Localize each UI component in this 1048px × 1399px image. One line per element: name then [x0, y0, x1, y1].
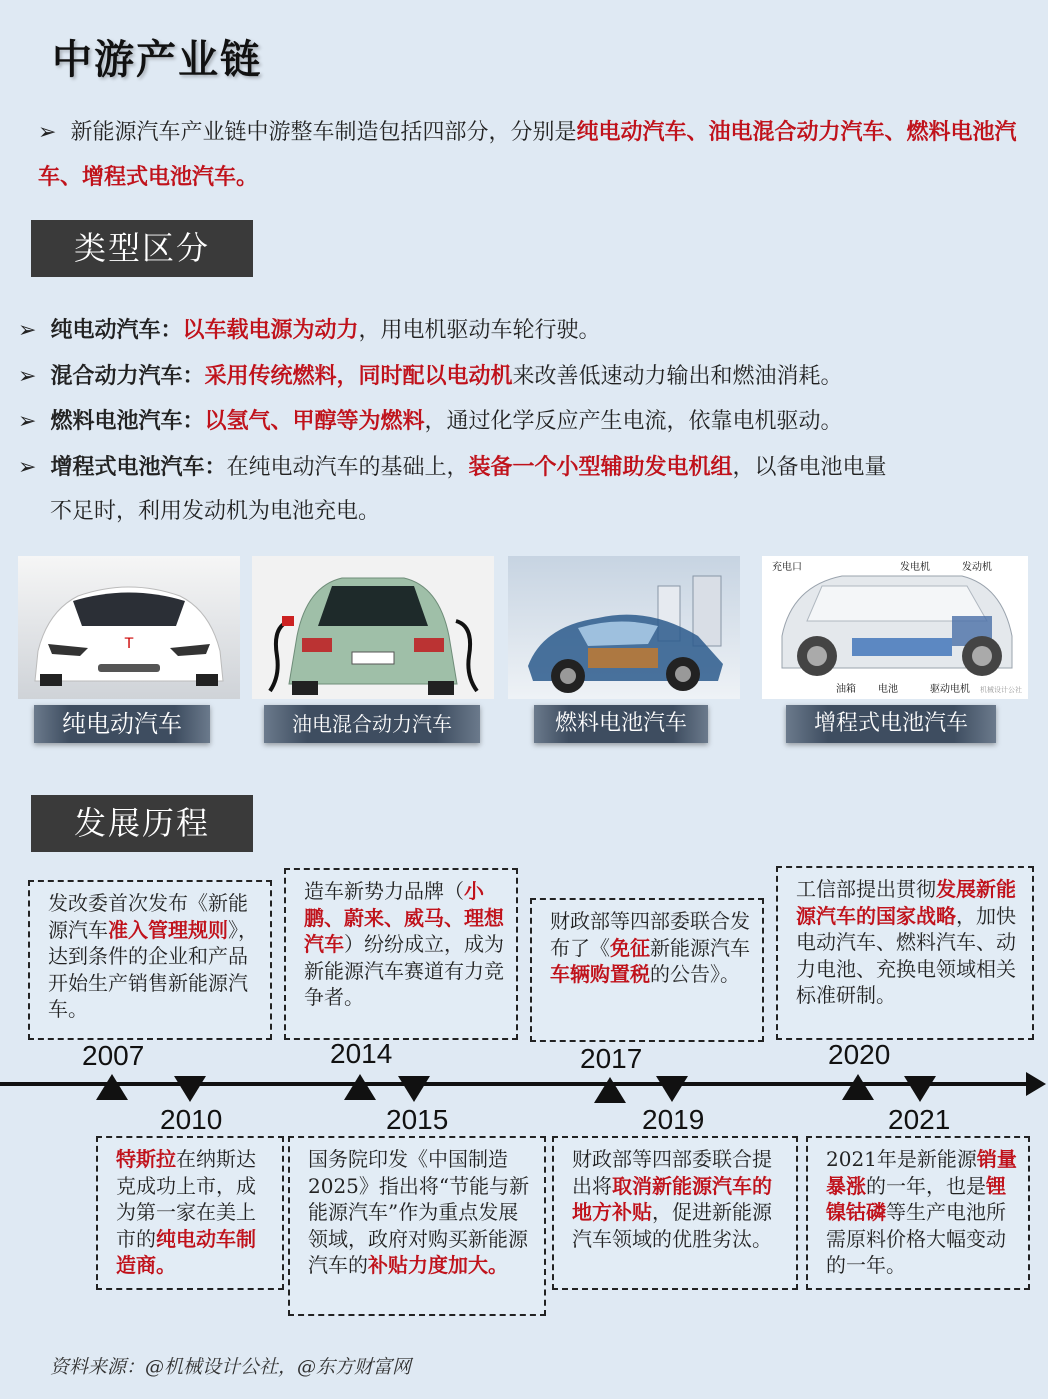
arrow-bullet-icon: ➢ — [18, 318, 37, 343]
type-highlight: 以氢气、甲醇等为燃料 — [204, 408, 425, 434]
marker-up-icon — [344, 1074, 376, 1100]
intro-paragraph — [38, 110, 1018, 200]
arrow-bullet-icon: ➢ — [18, 409, 37, 434]
event-text: 2021年是新能源 — [826, 1147, 977, 1171]
photo-hybrid-car — [252, 556, 494, 699]
event-text: 在纳斯达克成功上市，成为第一家在美上市的 — [116, 1147, 256, 1251]
year-label: 2019 — [642, 1104, 705, 1135]
arrow-bullet-icon: ➢ — [38, 120, 57, 145]
timeline-arrow-icon — [1026, 1072, 1046, 1096]
type-text: ，通过化学反应产生电流，依靠电机驱动。 — [424, 409, 843, 434]
event-text: 财政部等四部委联合发布了《 — [550, 909, 750, 960]
type-item-continuation — [18, 490, 1018, 535]
type-list — [18, 308, 1018, 535]
year-label: 2010 — [160, 1104, 223, 1135]
caption-hybrid: 油电混合动力汽车 — [264, 705, 480, 743]
type-item — [18, 399, 1018, 445]
event-text: 造车新势力品牌（ — [304, 879, 464, 903]
event-text: 的一年，也是 — [866, 1173, 986, 1198]
photo-bev-car — [18, 556, 240, 699]
marker-up-icon — [842, 1074, 874, 1100]
type-text: ，用电机驱动车轮行驶。 — [358, 318, 601, 343]
type-highlight: 装备一个小型辅助发电机组 — [468, 453, 733, 480]
arrow-bullet-icon: ➢ — [18, 454, 37, 480]
event-text: 》，达到条件的企业和产品开始生产销售新能源汽车。 — [48, 917, 258, 1021]
caption-fuel-cell: 燃料电池汽车 — [534, 705, 708, 743]
timeline-event-box — [284, 868, 518, 1040]
timeline-event-box — [96, 1136, 284, 1290]
section-header-types: 类型区分 — [31, 220, 253, 277]
photo-fuel-cell-car — [508, 556, 740, 699]
event-highlight-text: 免征 — [610, 935, 650, 960]
label-drive-motor: 驱动电机 — [930, 684, 970, 695]
event-text: 工信部提出贯彻 — [796, 877, 936, 901]
type-name: 混合动力汽车： — [50, 362, 205, 389]
marker-down-icon — [398, 1076, 430, 1102]
source-note: 资料来源：@机械设计公社，@东方财富网 — [50, 1356, 412, 1378]
event-text: 的公告》。 — [650, 962, 740, 986]
label-battery: 电池 — [878, 684, 898, 695]
type-name: 燃料电池汽车： — [50, 408, 205, 434]
event-highlight-text: 发展新能源汽车的国家战略 — [796, 877, 1016, 928]
type-text: 不足时，利用发动机为电池充电。 — [50, 499, 381, 524]
event-text: 财政部等四部委联合提出将 — [572, 1147, 772, 1198]
label-generator: 发电机 — [900, 562, 930, 573]
event-highlight-text: 特斯拉 — [116, 1147, 176, 1171]
timeline-axis — [0, 1082, 1030, 1086]
event-highlight-text: 车辆购置税 — [550, 962, 650, 986]
year-label: 2015 — [386, 1104, 449, 1135]
type-text: 来改善低速动力输出和燃油消耗。 — [512, 363, 843, 389]
timeline-event-box — [288, 1136, 546, 1316]
event-highlight-text: 小鹏、蔚来、威马、理想汽车 — [304, 879, 504, 956]
event-highlight-text: 取消新能源汽车的地方补贴 — [572, 1173, 772, 1224]
type-text: ，以备电池电量 — [732, 454, 887, 480]
year-label: 2020 — [828, 1039, 891, 1070]
intro-text: 新能源汽车产业链中游整车制造包括四部分，分别是 — [70, 120, 577, 145]
timeline-event-box — [28, 880, 272, 1040]
section-header-history: 发展历程 — [31, 795, 253, 852]
label-fuel-tank: 油箱 — [836, 684, 856, 695]
event-text: 等生产电池所需原料价格大幅变动的一年。 — [826, 1200, 1006, 1277]
svg-text:T: T — [124, 636, 134, 652]
type-name: 增程式电池汽车： — [50, 453, 227, 480]
type-item — [18, 354, 1018, 400]
type-item — [18, 445, 1018, 491]
timeline-event-box — [776, 866, 1034, 1040]
timeline-event-box — [806, 1136, 1030, 1290]
marker-down-icon — [174, 1076, 206, 1102]
year-label: 2017 — [580, 1043, 643, 1074]
year-label: 2014 — [330, 1038, 393, 1069]
event-text: 发改委首次发布《新能源汽车 — [48, 891, 248, 942]
caption-bev: 纯电动汽车 — [34, 705, 210, 743]
photo-range-extender-diagram — [762, 556, 1028, 699]
timeline-event-box — [552, 1136, 798, 1290]
type-name: 纯电动汽车： — [50, 317, 183, 343]
event-text: ，促进新能源汽车领域的优胜劣汰。 — [572, 1200, 772, 1251]
type-text: 在纯电动汽车的基础上， — [226, 454, 469, 480]
timeline-event-box — [530, 898, 764, 1042]
year-label: 2007 — [82, 1040, 145, 1071]
type-highlight: 以车载电源为动力 — [182, 317, 359, 343]
intro-highlight: 纯电动汽车、油电混合动力汽车、燃料电池汽车、增程式电池汽车。 — [38, 119, 1017, 190]
label-charge-port: 充电口 — [772, 562, 802, 573]
event-highlight-text: 补贴力度加大。 — [368, 1253, 508, 1277]
year-label: 2021 — [888, 1104, 951, 1135]
event-highlight-text: 锂镍钴磷 — [826, 1173, 1006, 1224]
marker-down-icon — [904, 1076, 936, 1102]
event-text: 新能源汽车 — [650, 935, 750, 960]
caption-range-extender: 增程式电池汽车 — [786, 705, 996, 743]
type-highlight: 采用传统燃料，同时配以电动机 — [204, 362, 513, 389]
watermark-text: 机械设计公社 — [980, 686, 1022, 694]
type-item — [18, 308, 1018, 354]
arrow-bullet-icon: ➢ — [18, 363, 37, 389]
event-highlight-text: 准入管理规则 — [108, 917, 228, 942]
marker-up-icon — [594, 1077, 626, 1103]
page-title: 中游产业链 — [52, 36, 262, 83]
event-text: 国务院印发《中国制造2025》指出将“节能与新能源汽车”作为重点发展领域，政府对购买新能源汽车的 — [308, 1147, 530, 1277]
label-engine: 发动机 — [962, 562, 992, 573]
event-highlight-text: 纯电动车制造商。 — [116, 1226, 256, 1277]
marker-down-icon — [656, 1076, 688, 1102]
event-text: ，加快电动汽车、燃料汽车、动力电池、充换电领域相关标准研制。 — [796, 903, 1016, 1007]
event-text: ）纷纷成立，成为新能源汽车赛道有力竞争者。 — [304, 932, 504, 1009]
event-highlight-text: 销量暴涨 — [826, 1147, 1017, 1198]
marker-up-icon — [96, 1074, 128, 1100]
